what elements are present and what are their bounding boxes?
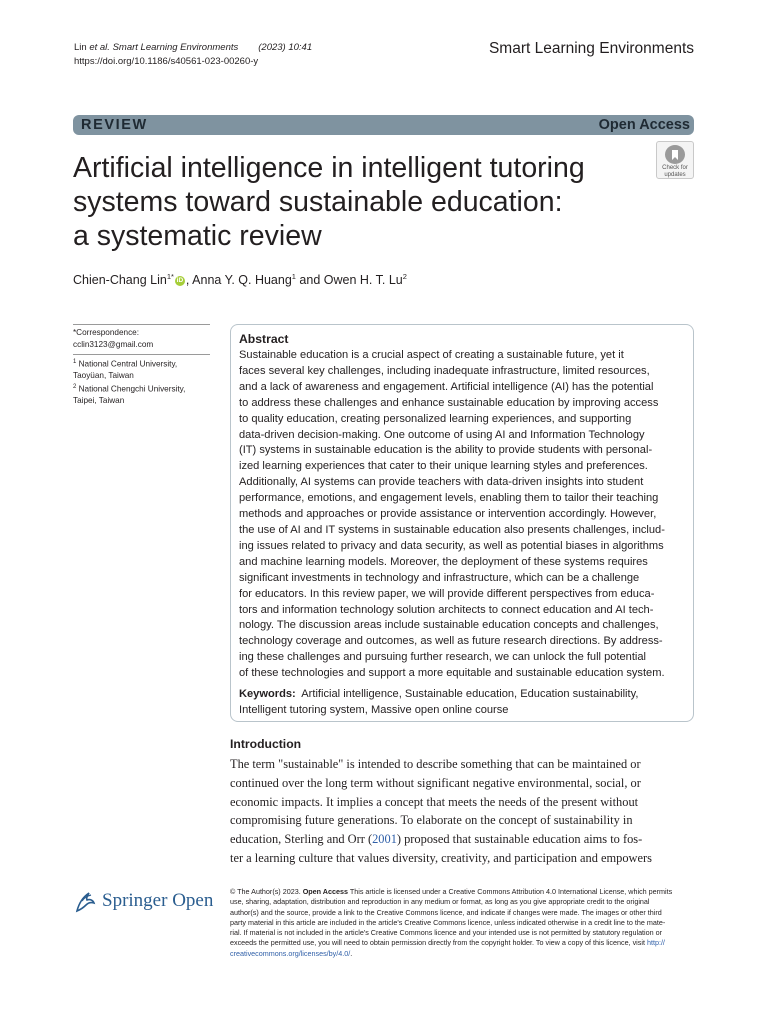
citation-header [74,41,312,69]
doi-link[interactable]: https://doi.org/10.1186/s40561-023-00260-y [74,56,259,67]
title-line: a systematic review [73,220,322,252]
abstract-line: tors and information technology solution architects to connect education and AI tech- [239,603,654,616]
article-type-label: REVIEW [81,117,148,133]
affiliation-2: $^2$ National Chengchi University, [73,383,186,394]
citation-link[interactable]: 2001 [372,832,397,847]
bookmark-icon [665,145,685,164]
abstract-body [239,348,685,682]
abstract-box [230,324,694,722]
license-link[interactable]: creativecommons.org/licenses/by/4.0/ [230,948,351,958]
correspondence-block [73,325,210,354]
keywords-line: Artificial intelligence, Sustainable education, Education sustainability, [301,688,639,701]
abstract-line: significant investments in technology and infrastructure, which can be a challenge [239,571,640,584]
abstract-line: faces several key challenges, including inadequate infrastructure, limited resources, [239,364,650,377]
abstract-line: ing these challenges and pursuing further research, we can unlock the full potential [239,651,647,664]
license-line: exceeds the permitted use, you will need to obtain permission directly from the copyright holder. To view a copy of this licence, visit http:// [230,938,665,948]
abstract-line: data-driven decision-making. One outcome of using AI and Information Technology [239,428,645,441]
license-link[interactable]: http:// [646,938,665,948]
abstract-line: and a lack of awareness and engagement. Artificial intelligence (AI) has the potential [239,380,654,393]
body-line: The term "sustainable" is intended to describe something that can be maintained or [230,757,641,771]
license-line: creativecommons.org/licenses/by/4.0/. [230,948,353,958]
article-type-bar [73,115,694,135]
abstract-line: performance, emotions, and engagement levels, enabling them to tailor their teaching [239,492,659,505]
affiliation-1: $^1$ National Central University, [73,359,178,369]
abstract-line: to quality education, creating personalized learning experiences, and supporting [239,412,632,425]
body-line: economic impacts. It implies a concept that meets the needs of the present without [230,794,639,809]
abstract-line: nology. The discussion areas include sustainable education concepts and challenges, [239,619,659,632]
check-for-updates-badge[interactable] [656,141,694,179]
abstract-line: ing issues related to privacy and data security, as well as potential biases in algorithms [239,539,664,552]
introduction-section [230,737,694,868]
abstract-line: for educators. In this review paper, we will provide different perspectives from educa- [239,587,655,600]
keywords-line: Intelligent tutoring system, Massive open online course [239,703,509,716]
title-line: systems toward sustainable education: [73,186,563,218]
citation-journal: Smart Learning Environments [112,42,239,53]
body-line: compromising future generations. To elaborate on the concept of sustainability in [230,813,633,828]
affiliations-block [73,355,210,410]
citation-line [74,41,312,55]
abstract-line: Sustainable education is a crucial aspect of creating a sustainable future, yet it [239,349,624,361]
abstract-line: of these technologies and support a more equitable and sustainable education system. [239,667,665,680]
abstract-line: (IT) systems in sustainable education is the ability to provide students with personal- [239,444,653,457]
citation-et-al: et al. [89,42,110,53]
abstract-line: ized learning experiences that cater to their unique learning styles and preferences. [239,460,648,473]
author-affiliation-sup: 1 [291,272,296,281]
orcid-icon[interactable]: iD [176,276,184,284]
abstract-line: methods and approaches or provide assistance or intervention accordingly. However, [239,508,657,521]
author-affiliation-sup: 1* [166,272,174,281]
article-title [73,151,643,253]
abstract-line: to address these challenges and enhance sustainable education by improving access [239,396,659,409]
introduction-heading: Introduction [230,737,302,751]
license-line: © The Author(s) 2023. Open Access This article is licensed under a Creative Commons Attribution 4.0 International License, which permits [230,887,673,896]
citation-authors: Lin [74,42,90,53]
springer-open-logo[interactable] [73,887,213,915]
author-name[interactable]: and Owen H. T. Lu [295,273,403,288]
keywords-label: Keywords: [239,688,296,701]
open-access-label: Open Access [598,117,690,133]
body-line: education, Sterling and Orr (2001) proposed that sustainable education aims to fos- [230,832,643,847]
abstract-line: technology coverage and outcomes, as well as future research directions. By address- [239,635,663,648]
abstract-heading: Abstract [239,332,289,346]
check-badge-text: Check for updates [662,165,688,178]
title-line: Artificial intelligence in intelligent tutoring [73,152,585,184]
license-statement [230,887,696,959]
keywords [239,687,685,719]
abstract-line: Additionally, AI systems can provide teachers with data-driven insights into student [239,476,644,489]
body-line: ter a learning culture that values diversity, creativity, and participation and empowers [230,850,652,865]
affiliation-2-location: Taipei, Taiwan [73,395,125,405]
correspondence-label: *Correspondence: [73,328,139,337]
license-line: party material in this article are included in the article's Creative Commons licence, unless indicated otherwise in a credit line to the mate- [230,917,666,927]
abstract-line: and machine learning models. Moreover, the deployment of these systems requires [239,555,648,568]
citation-year-volume: (2023) 10:41 [258,42,313,53]
correspondence-sidebar [73,324,210,410]
license-line: author(s) and the source, provide a link to the Creative Commons licence, and indicate if changes were made. The images or other third [230,907,662,917]
author-list [73,272,407,287]
affiliation-1-location: Taoyüan, Taiwan [73,371,134,381]
journal-name: Smart Learning Environments [488,40,694,57]
author-name[interactable]: Chien-Chang Lin [73,273,167,288]
body-line: continued over the long term without significant negative environmental, social, or [230,775,641,790]
author-affiliation-sup: 2 [402,272,407,281]
license-line: use, sharing, adaptation, distribution and reproduction in any medium or format, as long as you give appropriate credit to the original [230,897,650,907]
license-line: rial. If material is not included in the article's Creative Commons licence and your intended use is not permitted by statutory regulation or [230,928,663,938]
abstract-line: the use of AI and IT systems in sustainable education also presents challenges, includ- [239,523,665,536]
springer-horse-icon [73,887,97,915]
author-name[interactable]: , Anna Y. Q. Huang [185,273,292,288]
publisher-name: Springer Open [102,890,214,911]
correspondence-email[interactable]: cclin3123@gmail.com [73,339,154,349]
